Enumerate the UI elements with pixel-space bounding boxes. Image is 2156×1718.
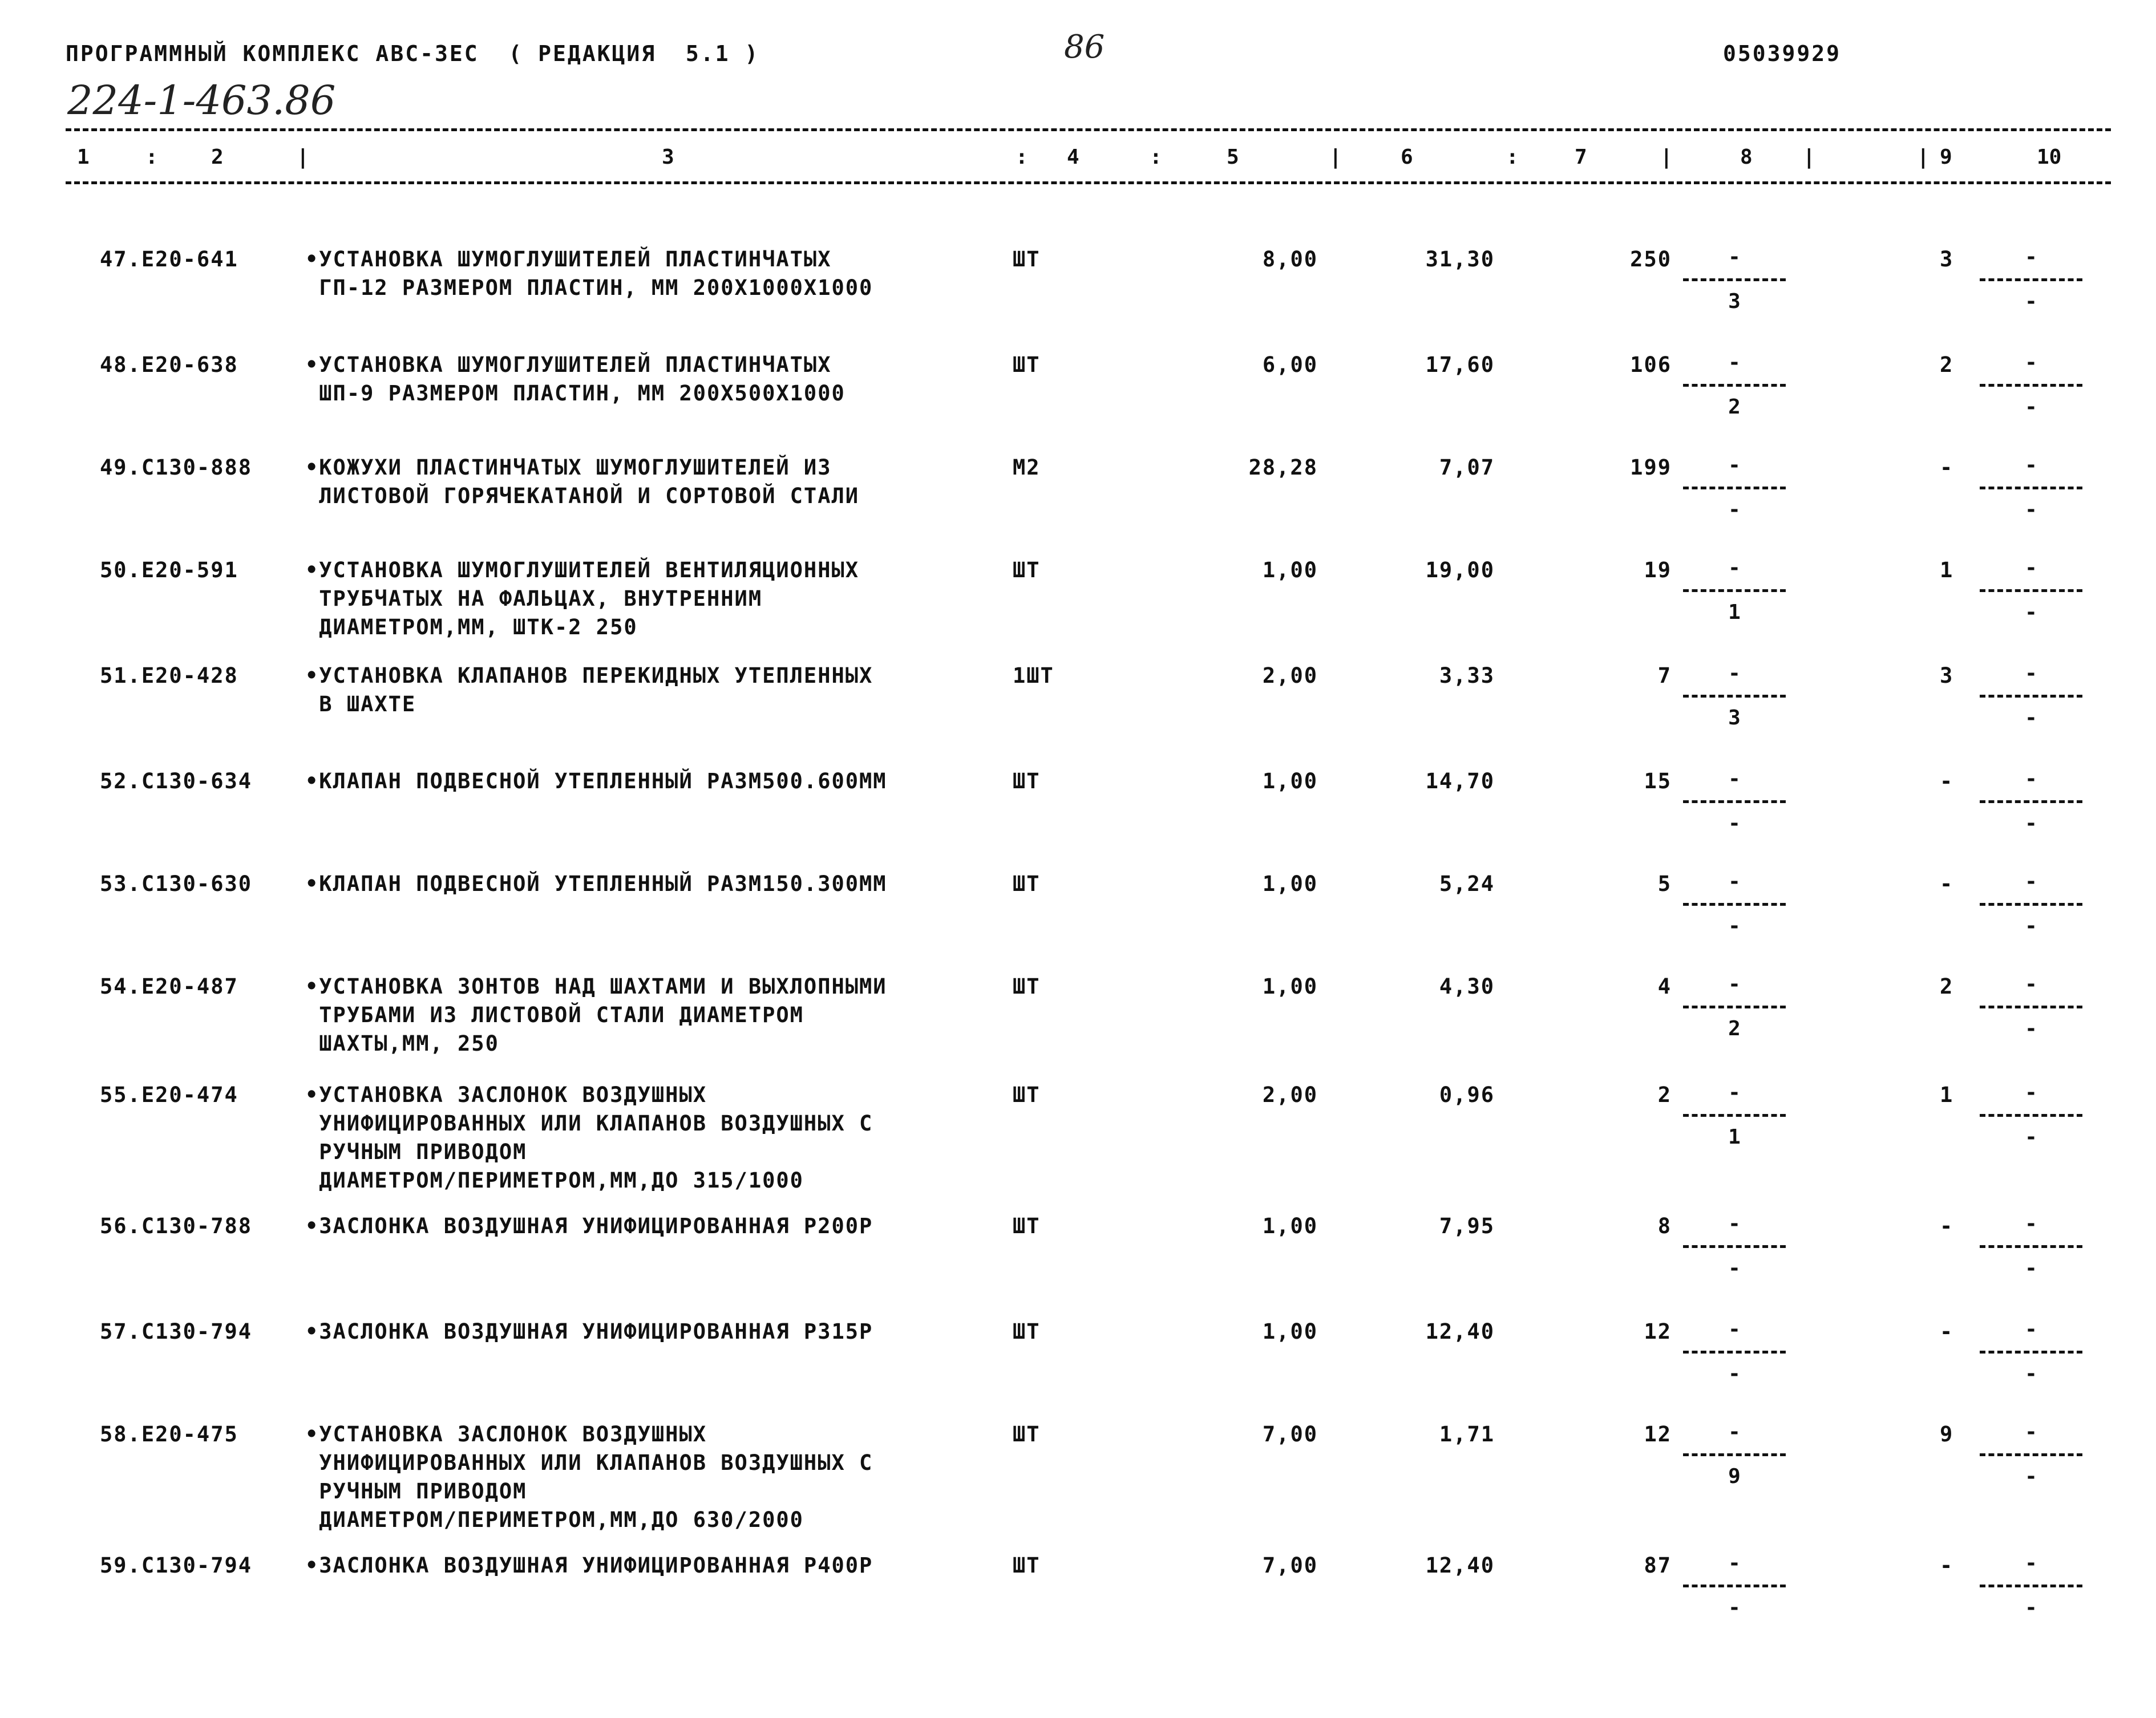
row-quantity: 7,00 (1262, 1553, 1318, 1578)
row-unit-price: 1,71 (1439, 1422, 1495, 1446)
row-description-line: В ШАХТЕ (305, 692, 416, 716)
row-description-line: РУЧНЫМ ПРИВОДОМ (305, 1479, 527, 1504)
row-col8 (1683, 453, 1786, 522)
row-description-line: •УСТАНОВКА ШУМОГЛУШИТЕЛЕЙ ВЕНТИЛЯЦИОННЫХ (305, 558, 860, 582)
row-unit: ШТ (1013, 352, 1041, 377)
row-description-line: •КОЖУХИ ПЛАСТИНЧАТЫХ ШУМОГЛУШИТЕЛЕЙ ИЗ (305, 455, 832, 480)
row-col10-numerator: - (2025, 1081, 2037, 1104)
row-unit: 1ШТ (1013, 663, 1054, 688)
row-quantity: 1,00 (1262, 769, 1318, 793)
row-col10-numerator: - (2025, 1212, 2037, 1235)
row-description-line: •УСТАНОВКА ЗАСЛОНОК ВОЗДУШНЫХ (305, 1422, 707, 1446)
row-quantity: 6,00 (1262, 352, 1318, 377)
column-separator: : (1016, 145, 1028, 169)
row-quantity: 1,00 (1262, 872, 1318, 896)
row-unit: ШТ (1013, 872, 1041, 896)
row-unit: ШТ (1013, 974, 1041, 999)
row-code: 59.С130-794 (100, 1553, 253, 1578)
row-col8-numerator: - (1728, 1212, 1741, 1235)
row-col8-fraction-rule (1683, 903, 1786, 906)
column-number-2: 2 (211, 145, 224, 169)
row-quantity: 8,00 (1262, 247, 1318, 272)
row-code: 49.С130-888 (100, 455, 253, 480)
header-top-rule (66, 128, 2111, 131)
column-number-1: 1 (77, 145, 90, 169)
row-unit-price: 12,40 (1425, 1553, 1495, 1578)
row-col8 (1683, 870, 1786, 938)
row-col9: 2 (1940, 352, 1954, 377)
row-quantity: 2,00 (1262, 663, 1318, 688)
document-code: 05039929 (1723, 41, 1842, 66)
row-col8 (1683, 767, 1786, 836)
table-row (0, 245, 2156, 348)
row-col8 (1683, 1212, 1786, 1281)
table-row (0, 870, 2156, 973)
header-bottom-rule (66, 181, 2111, 184)
row-col10-fraction-rule (1980, 384, 2082, 387)
column-number-5: 5 (1227, 145, 1239, 169)
row-col8-denominator: 1 (1728, 1125, 1741, 1149)
row-col8-denominator: 3 (1728, 290, 1741, 313)
row-col8-fraction-rule (1683, 1006, 1786, 1008)
row-col8-numerator: - (1728, 1551, 1741, 1575)
row-col10-numerator: - (2025, 662, 2037, 685)
row-col8-fraction-rule (1683, 278, 1786, 281)
row-col10 (1980, 1318, 2082, 1386)
row-description-line: •УСТАНОВКА КЛАПАНОВ ПЕРЕКИДНЫХ УТЕПЛЕННЫХ (305, 663, 873, 688)
row-col8-fraction-rule (1683, 1585, 1786, 1587)
table-row (0, 767, 2156, 870)
row-total: 4 (1657, 974, 1672, 999)
row-unit: ШТ (1013, 247, 1041, 272)
row-col10-denominator: - (2025, 601, 2037, 624)
row-unit-price: 4,30 (1439, 974, 1495, 999)
row-unit: ШТ (1013, 1319, 1041, 1344)
row-code: 47.Е20-641 (100, 247, 238, 272)
row-col8-numerator: - (1728, 767, 1741, 791)
row-col8-fraction-rule (1683, 1245, 1786, 1248)
row-col10-fraction-rule (1980, 589, 2082, 592)
row-col9: 2 (1940, 974, 1954, 999)
row-unit-price: 14,70 (1425, 769, 1495, 793)
row-quantity: 2,00 (1262, 1083, 1318, 1107)
row-col10-fraction-rule (1980, 695, 2082, 698)
row-code: 55.Е20-474 (100, 1083, 238, 1107)
row-col10-fraction-rule (1980, 278, 2082, 281)
table-row (0, 1420, 2156, 1532)
column-separator: | (1917, 145, 1930, 169)
row-description-line: •УСТАНОВКА ЗОНТОВ НАД ШАХТАМИ И ВЫХЛОПНЫМИ (305, 974, 887, 999)
row-col10-denominator: - (2025, 1362, 2037, 1385)
row-col8-denominator: - (1728, 914, 1741, 938)
row-col10 (1980, 973, 2082, 1041)
row-unit: М2 (1013, 455, 1041, 480)
row-total: 15 (1644, 769, 1672, 793)
row-col8-fraction-rule (1683, 695, 1786, 698)
row-total: 2 (1657, 1083, 1672, 1107)
row-quantity: 1,00 (1262, 558, 1318, 582)
row-col8 (1683, 973, 1786, 1041)
row-col8-denominator: - (1728, 1362, 1741, 1385)
row-code: 50.Е20-591 (100, 558, 238, 582)
row-col8 (1683, 245, 1786, 314)
row-description-line: •КЛАПАН ПОДВЕСНОЙ УТЕПЛЕННЫЙ РАЗМ500.600ММ (305, 769, 887, 793)
row-total: 12 (1644, 1319, 1672, 1344)
row-col8 (1683, 1551, 1786, 1620)
row-col10 (1980, 351, 2082, 419)
row-col8-numerator: - (1728, 245, 1741, 269)
row-code: 51.Е20-428 (100, 663, 238, 688)
row-col10-denominator: - (2025, 1125, 2037, 1149)
column-separator: : (1506, 145, 1519, 169)
row-col10-denominator: - (2025, 706, 2037, 730)
row-col10-numerator: - (2025, 556, 2037, 580)
row-col8-numerator: - (1728, 1318, 1741, 1341)
program-title: ПРОГРАММНЫЙ КОМПЛЕКС АВС-3ЕС ( РЕДАКЦИЯ 5.1 ) (66, 41, 760, 66)
column-separator: | (1803, 145, 1815, 169)
row-col10 (1980, 662, 2082, 730)
row-description-line: •УСТАНОВКА ЗАСЛОНОК ВОЗДУШНЫХ (305, 1083, 707, 1107)
table-row (0, 1551, 2156, 1654)
row-col9: 9 (1940, 1422, 1954, 1446)
table-row (0, 1318, 2156, 1420)
row-unit-price: 31,30 (1425, 247, 1495, 272)
row-col10-numerator: - (2025, 1318, 2037, 1341)
row-col9: - (1940, 455, 1954, 480)
row-col10-denominator: - (2025, 1596, 2037, 1619)
row-code: 53.С130-630 (100, 872, 253, 896)
row-col10-denominator: - (2025, 498, 2037, 521)
row-col8-denominator: 2 (1728, 395, 1741, 419)
row-col10-fraction-rule (1980, 487, 2082, 489)
row-col9: 1 (1940, 1083, 1954, 1107)
row-code: 58.Е20-475 (100, 1422, 238, 1446)
row-col9: - (1940, 1553, 1954, 1578)
row-unit: ШТ (1013, 558, 1041, 582)
page-number: 86 (1064, 29, 1105, 66)
row-description-line: УНИФИЦИРОВАННЫХ ИЛИ КЛАПАНОВ ВОЗДУШНЫХ С (305, 1450, 873, 1475)
row-description-line: УНИФИЦИРОВАННЫХ ИЛИ КЛАПАНОВ ВОЗДУШНЫХ С (305, 1111, 873, 1136)
row-description-line: РУЧНЫМ ПРИВОДОМ (305, 1140, 527, 1164)
row-col10-fraction-rule (1980, 1585, 2082, 1587)
row-col10-fraction-rule (1980, 1006, 2082, 1008)
row-col8-numerator: - (1728, 973, 1741, 996)
column-number-9: 9 (1940, 145, 1952, 169)
row-col8-numerator: - (1728, 662, 1741, 685)
row-col10-numerator: - (2025, 245, 2037, 269)
row-col8-fraction-rule (1683, 487, 1786, 489)
row-description-line: ШП-9 РАЗМЕРОМ ПЛАСТИН, ММ 200Х500Х1000 (305, 381, 846, 406)
row-unit-price: 5,24 (1439, 872, 1495, 896)
row-col10 (1980, 1551, 2082, 1620)
row-total: 7 (1657, 663, 1672, 688)
table-row (0, 1081, 2156, 1193)
row-col8-fraction-rule (1683, 1453, 1786, 1456)
row-total: 250 (1630, 247, 1672, 272)
row-description-line: ШАХТЫ,ММ, 250 (305, 1031, 499, 1056)
table-row (0, 1212, 2156, 1315)
row-col8-denominator: - (1728, 498, 1741, 521)
row-col8-denominator: 9 (1728, 1465, 1741, 1488)
row-unit-price: 19,00 (1425, 558, 1495, 582)
row-total: 5 (1657, 872, 1672, 896)
row-col8-numerator: - (1728, 1081, 1741, 1104)
column-separator: : (1150, 145, 1162, 169)
row-col10 (1980, 870, 2082, 938)
row-col8-denominator: 3 (1728, 706, 1741, 730)
row-col9: 3 (1940, 247, 1954, 272)
row-col10-denominator: - (2025, 1257, 2037, 1280)
row-col10-fraction-rule (1980, 1351, 2082, 1354)
row-col8-numerator: - (1728, 453, 1741, 477)
row-col10 (1980, 1212, 2082, 1281)
row-total: 199 (1630, 455, 1672, 480)
row-code: 48.Е20-638 (100, 352, 238, 377)
row-description-line: •ЗАСЛОНКА ВОЗДУШНАЯ УНИФИЦИРОВАННАЯ Р400Р (305, 1553, 873, 1578)
column-number-8: 8 (1740, 145, 1753, 169)
row-unit: ШТ (1013, 1214, 1041, 1238)
row-unit: ШТ (1013, 1083, 1041, 1107)
row-description-line: •УСТАНОВКА ШУМОГЛУШИТЕЛЕЙ ПЛАСТИНЧАТЫХ (305, 352, 832, 377)
row-total: 8 (1657, 1214, 1672, 1238)
row-col8-fraction-rule (1683, 1114, 1786, 1117)
row-description-line: •ЗАСЛОНКА ВОЗДУШНАЯ УНИФИЦИРОВАННАЯ Р200Р (305, 1214, 873, 1238)
row-code: 54.Е20-487 (100, 974, 238, 999)
row-col10 (1980, 556, 2082, 625)
row-col8-fraction-rule (1683, 800, 1786, 803)
row-col8 (1683, 662, 1786, 730)
row-col8-numerator: - (1728, 1420, 1741, 1444)
row-col8 (1683, 556, 1786, 625)
row-description-line: ЛИСТОВОЙ ГОРЯЧЕКАТАНОЙ И СОРТОВОЙ СТАЛИ (305, 484, 860, 508)
column-number-6: 6 (1401, 145, 1413, 169)
row-total: 87 (1644, 1553, 1672, 1578)
row-col8-fraction-rule (1683, 1351, 1786, 1354)
table-row (0, 662, 2156, 764)
row-col9: - (1940, 872, 1954, 896)
row-unit: ШТ (1013, 769, 1041, 793)
column-number-10: 10 (2037, 145, 2062, 169)
row-col10-fraction-rule (1980, 1114, 2082, 1117)
table-row (0, 973, 2156, 1075)
row-unit-price: 0,96 (1439, 1083, 1495, 1107)
row-col10 (1980, 453, 2082, 522)
row-col9: - (1940, 1319, 1954, 1344)
column-separator: | (1660, 145, 1673, 169)
row-quantity: 7,00 (1262, 1422, 1318, 1446)
row-total: 12 (1644, 1422, 1672, 1446)
row-description-line: ГП-12 РАЗМЕРОМ ПЛАСТИН, ММ 200Х1000Х1000 (305, 275, 873, 300)
row-col10 (1980, 767, 2082, 836)
row-col10-denominator: - (2025, 812, 2037, 835)
row-description-line: ДИАМЕТРОМ/ПЕРИМЕТРОМ,ММ,ДО 630/2000 (305, 1508, 804, 1532)
row-col8-numerator: - (1728, 556, 1741, 580)
row-unit-price: 17,60 (1425, 352, 1495, 377)
row-col9: 1 (1940, 558, 1954, 582)
row-col10 (1980, 245, 2082, 314)
row-code: 52.С130-634 (100, 769, 253, 793)
column-number-7: 7 (1575, 145, 1587, 169)
row-unit-price: 7,95 (1439, 1214, 1495, 1238)
row-description-line: ТРУБЧАТЫХ НА ФАЛЬЦАХ, ВНУТРЕННИМ (305, 586, 763, 611)
row-description-line: ДИАМЕТРОМ,ММ, ШТК-2 250 (305, 615, 638, 639)
row-col10-denominator: - (2025, 914, 2037, 938)
row-total: 19 (1644, 558, 1672, 582)
row-col8-denominator: - (1728, 1257, 1741, 1280)
row-col10-numerator: - (2025, 1420, 2037, 1444)
row-col10-numerator: - (2025, 1551, 2037, 1575)
row-col10-numerator: - (2025, 973, 2037, 996)
row-code: 57.С130-794 (100, 1319, 253, 1344)
row-col10-fraction-rule (1980, 1453, 2082, 1456)
row-col10-numerator: - (2025, 351, 2037, 374)
row-col8-denominator: 2 (1728, 1017, 1741, 1040)
project-code: 224-1-463.86 (67, 77, 336, 124)
column-separator: : (145, 145, 158, 169)
row-total: 106 (1630, 352, 1672, 377)
row-col8-denominator: - (1728, 1596, 1741, 1619)
row-code: 56.С130-788 (100, 1214, 253, 1238)
row-col9: 3 (1940, 663, 1954, 688)
row-col8-denominator: 1 (1728, 601, 1741, 624)
row-col8-fraction-rule (1683, 589, 1786, 592)
row-col10-numerator: - (2025, 767, 2037, 791)
row-col10 (1980, 1420, 2082, 1489)
row-col10 (1980, 1081, 2082, 1149)
column-number-4: 4 (1067, 145, 1079, 169)
row-description-line: ДИАМЕТРОМ/ПЕРИМЕТРОМ,ММ,ДО 315/1000 (305, 1168, 804, 1193)
row-col10-denominator: - (2025, 395, 2037, 419)
row-col8 (1683, 351, 1786, 419)
row-description-line: •УСТАНОВКА ШУМОГЛУШИТЕЛЕЙ ПЛАСТИНЧАТЫХ (305, 247, 832, 272)
row-col8 (1683, 1420, 1786, 1489)
table-row (0, 351, 2156, 453)
table-row (0, 556, 2156, 659)
row-col8-denominator: - (1728, 812, 1741, 835)
row-quantity: 1,00 (1262, 974, 1318, 999)
row-col8-fraction-rule (1683, 384, 1786, 387)
row-unit: ШТ (1013, 1553, 1041, 1578)
row-col8-numerator: - (1728, 351, 1741, 374)
table-row (0, 453, 2156, 556)
row-col10-numerator: - (2025, 870, 2037, 893)
row-unit-price: 12,40 (1425, 1319, 1495, 1344)
row-col10-denominator: - (2025, 1465, 2037, 1488)
row-description-line: •КЛАПАН ПОДВЕСНОЙ УТЕПЛЕННЫЙ РАЗМ150.300ММ (305, 872, 887, 896)
row-unit: ШТ (1013, 1422, 1041, 1446)
row-col8-numerator: - (1728, 870, 1741, 893)
row-col10-denominator: - (2025, 1017, 2037, 1040)
column-number-3: 3 (662, 145, 674, 169)
row-col10-fraction-rule (1980, 800, 2082, 803)
row-unit-price: 3,33 (1439, 663, 1495, 688)
row-quantity: 28,28 (1248, 455, 1318, 480)
row-quantity: 1,00 (1262, 1319, 1318, 1344)
row-col10-numerator: - (2025, 453, 2037, 477)
row-col9: - (1940, 769, 1954, 793)
row-col10-fraction-rule (1980, 1245, 2082, 1248)
row-unit-price: 7,07 (1439, 455, 1495, 480)
column-separator: | (1329, 145, 1342, 169)
row-col10-fraction-rule (1980, 903, 2082, 906)
row-description-line: •ЗАСЛОНКА ВОЗДУШНАЯ УНИФИЦИРОВАННАЯ Р315Р (305, 1319, 873, 1344)
row-col8 (1683, 1318, 1786, 1386)
row-description-line: ТРУБАМИ ИЗ ЛИСТОВОЙ СТАЛИ ДИАМЕТРОМ (305, 1003, 804, 1027)
row-col9: - (1940, 1214, 1954, 1238)
row-col8 (1683, 1081, 1786, 1149)
row-col10-denominator: - (2025, 290, 2037, 313)
row-quantity: 1,00 (1262, 1214, 1318, 1238)
column-separator: | (297, 145, 309, 169)
